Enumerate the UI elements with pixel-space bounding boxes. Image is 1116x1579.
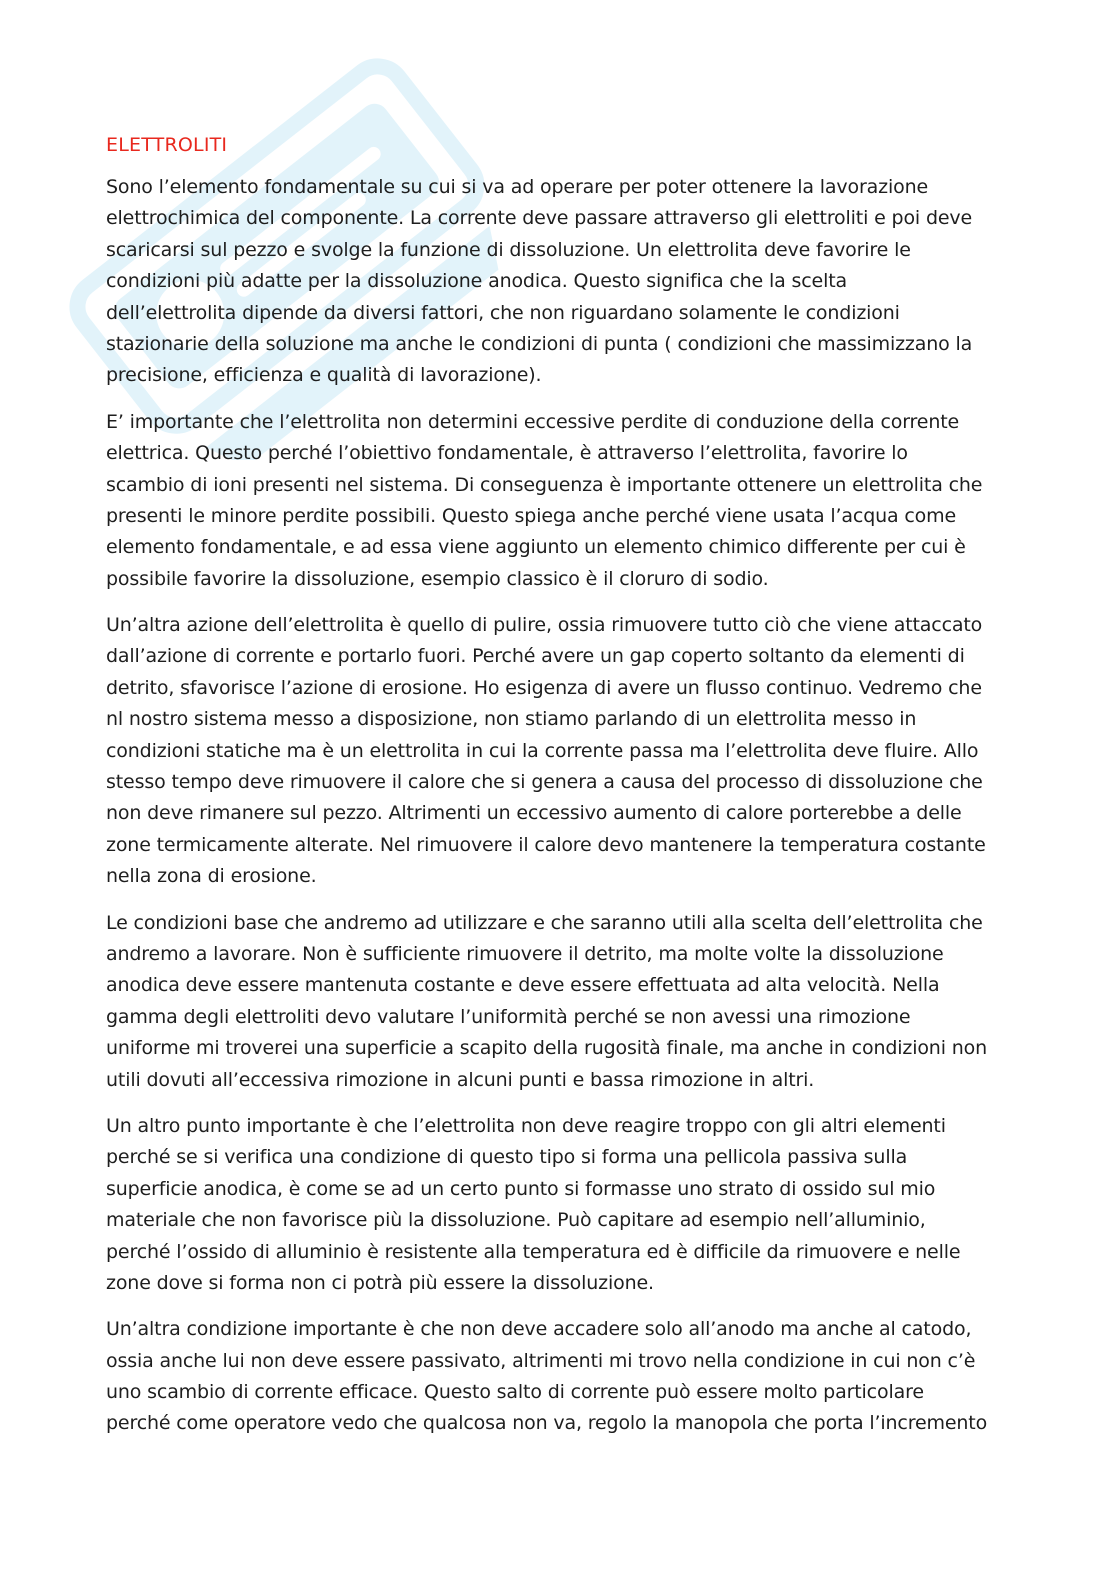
text-line: dall’azione di corrente e portarlo fuori. Perché avere un gap coperto soltanto da elementi di [106,645,965,668]
text-line: Un altro punto importante è che l’elettrolita non deve reagire troppo con gli altri elementi [106,1114,946,1137]
text-line: utili dovuti all’eccessiva rimozione in alcuni punti e bassa rimozione in altri. [106,1068,815,1091]
text-line: materiale che non favorisce più la dissoluzione. Può capitare ad esempio nell’alluminio, [106,1209,926,1232]
text-line: non deve rimanere sul pezzo. Altrimenti un eccessivo aumento di calore porterebbe a delle [106,802,962,825]
text-line: scambio di ioni presenti nel sistema. Di conseguenza è importante ottenere un elettrolita che [106,473,983,496]
text-line: scaricarsi sul pezzo e svolge la funzione di dissoluzione. Un elettrolita deve favorire le [106,238,911,261]
text-line: Un’altra azione dell’elettrolita è quello di pulire, ossia rimuovere tutto ciò che viene attaccato [106,614,983,637]
text-line: detrito, sfavorisce l’azione di erosione. Ho esigenza di avere un flusso continuo. Vedremo che [106,676,982,699]
text-line: perché come operatore vedo che qualcosa non va, regolo la manopola che porta l’incremento [106,1412,988,1435]
text-line: anodica deve essere mantenuta costante e deve essere effettuata ad alta velocità. Nella [106,974,940,997]
text-line: elettrica. Questo perché l’obiettivo fondamentale, è attraverso l’elettrolita, favorire lo [106,442,908,465]
text-line: ossia anche lui non deve essere passivato, altrimenti mi trovo nella condizione in cui non c’è [106,1349,976,1372]
text-line: Un’altra condizione importante è che non deve accadere solo all’anodo ma anche al catodo, [106,1318,972,1341]
text-line: nella zona di erosione. [106,865,317,888]
text-line: stesso tempo deve rimuovere il calore che si genera a causa del processo di dissoluzione che [106,771,983,794]
text-line: condizioni statiche ma è un elettrolita in cui la corrente passa ma l’elettrolita deve fluire. Allo [106,739,979,762]
text-line: Sono l’elemento fondamentale su cui si va ad operare per poter ottenere la lavorazione [106,176,929,198]
paragraph-3 [106,610,1006,893]
paragraph-1 [106,172,1006,392]
text-line: precisione, efficienza e qualità di lavorazione). [106,364,542,387]
text-line: uno scambio di corrente efficace. Questo salto di corrente può essere molto particolare [106,1381,924,1404]
text-line: elemento fondamentale, e ad essa viene aggiunto un elemento chimico differente per cui è [106,536,966,559]
text-line: stazionarie della soluzione ma anche le condizioni di punta ( condizioni che massimizzano la [106,332,973,355]
text-line: gamma degli elettroliti devo valutare l’uniformità perché se non avessi una rimozione [106,1005,911,1028]
document-page [106,130,1006,1455]
paragraph-6 [106,1314,1006,1440]
text-line: elettrochimica del componente. La corrente deve passare attraverso gli elettroliti e poi deve [106,207,973,230]
text-line: possibile favorire la dissoluzione, esempio classico è il cloruro di sodio. [106,567,769,590]
text-line: superficie anodica, è come se ad un certo punto si formasse uno strato di ossido sul mio [106,1177,936,1200]
text-line: andremo a lavorare. Non è sufficiente rimuovere il detrito, ma molte volte la dissoluzione [106,942,944,965]
paragraph-4 [106,908,1006,1096]
text-line: perché l’ossido di alluminio è resistente alla temperatura ed è difficile da rimuovere e nelle [106,1240,961,1263]
text-line: zone dove si forma non ci potrà più essere la dissoluzione. [106,1271,654,1294]
text-line: dell’elettrolita dipende da diversi fattori, che non riguardano solamente le condizioni [106,301,900,324]
paragraph-5 [106,1111,1006,1299]
text-line: zone termicamente alterate. Nel rimuovere il calore devo mantenere la temperatura costante [106,833,986,856]
text-line: perché se si verifica una condizione di questo tipo si forma una pellicola passiva sulla [106,1146,908,1169]
section-heading: ELETTROLITI [106,134,228,156]
text-line: Le condizioni base che andremo ad utilizzare e che saranno utili alla scelta dell’elettrolita che [106,911,983,934]
text-line: nl nostro sistema messo a disposizione, non stiamo parlando di un elettrolita messo in [106,708,917,731]
paragraph-2 [106,407,1006,595]
text-line: E’ importante che l’elettrolita non determini eccessive perdite di conduzione della corrente [106,410,960,433]
text-line: presenti le minore perdite possibili. Questo spiega anche perché viene usata l’acqua come [106,504,957,527]
text-line: uniforme mi troverei una superficie a scapito della rugosità finale, ma anche in condizioni non [106,1037,987,1060]
text-line: condizioni più adatte per la dissoluzione anodica. Questo significa che la scelta [106,270,847,293]
